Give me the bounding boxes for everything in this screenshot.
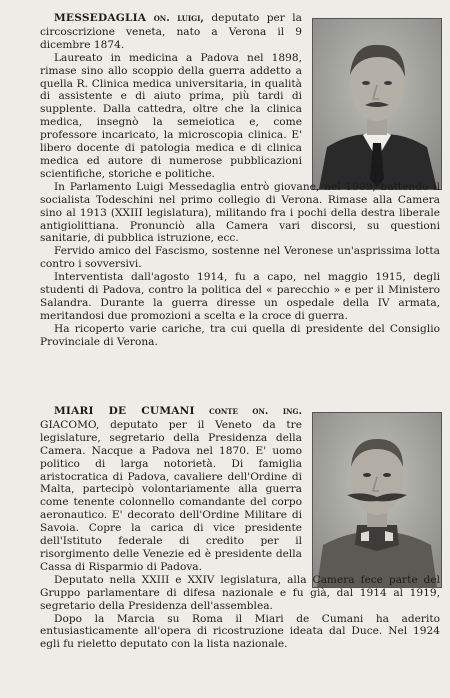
person-name: MESSEDAGLIA <box>54 12 147 24</box>
paragraph: Fervido amico del Fascismo, sostenne nel Veronese un'asprissima lotta contro i sovversivi. <box>40 245 440 271</box>
paragraph: Dopo la Marcia su Roma il Miari de Cumani ha aderito entusiasticamente all'opera di ricostruzione ideata dal Duce. Nel 1924 egli fu rieletto deputato con la lista nazionale. <box>40 612 440 651</box>
paragraph: Interventista dall'agosto 1914, fu a capo, nel maggio 1915, degli studenti di Padova, contro la politica del « parecchio » e per il Ministero Salandra. Durante la guerra diresse un ospedale della IV armata, meritandosi due promozioni a scelta e la croce di guerra. <box>40 271 440 322</box>
intro-text: GIACOMO, deputato per il Veneto da tre legislature, segretario della Presidenza della Camera. Nacque a Padova nel 1870. E' uomo politico di larga notorietà. Di famiglia aristocratica di Padova, cavaliere dell'Ordine di Malta, partecipò volontariamente alla guerra come tenente colonnello comandante del corpo aeronautico. E' decorato dell'Ordine Militare di Savoia. Copre la carica di vice presidente dell'Istituto federale di credito per il risorgimento delle Venezie ed è presidente della Cassa di Risparmio di Padova. <box>40 418 302 573</box>
paragraph: In Parlamento Luigi Messedaglia entrò giovane, nel 1909, battendo il socialista Todeschini nel primo collegio di Verona. Rimase alla Camera sino al 1913 (XXIII legislatura), militando fra i pochi della destra liberale antigiolittiana. Pronunciò alla Camera vari discorsi, su questioni sanitarie, di pubblica istruzione, ecc. <box>40 180 440 245</box>
paragraph: Ha ricoperto varie cariche, tra cui quella di presidente del Consiglio Provinciale di Verona. <box>40 322 440 348</box>
entry-intro <box>40 12 302 52</box>
entry-intro <box>40 405 302 574</box>
paragraph: Deputato nella XXIII e XXIV legislatura, alla Camera fece parte del Gruppo parlamentare di difesa nazionale e fu già, dal 1914 al 1919, segretario della Presidenza dell'assemblea. <box>40 573 440 612</box>
person-title: conte on. ing. <box>209 406 303 417</box>
biography-miari-de-cumani <box>40 405 440 651</box>
paragraph: Laureato in medicina a Padova nel 1898, rimase sino allo scoppio della guerra addetto a quella R. Clinica medica universitaria, in qualità di assistente e di aiuto prima, più tardi di supplente. Dalla cattedra, oltre che la clinica medica, insegnò la semeiotica e, come professore incaricato, la microscopia clinica. E' libero docente di patologia medica e di clinica medica ed autore di numerose pubblicazioni scientifiche, storiche e politiche. <box>40 51 302 180</box>
intro-text: deputato per la circoscrizione veneta, nato a Verona il 9 dicembre 1874. <box>40 12 302 51</box>
person-name: MIARI DE CUMANI <box>54 405 195 417</box>
biography-messedaglia <box>40 12 440 349</box>
person-title: on. luigi, <box>153 13 204 24</box>
